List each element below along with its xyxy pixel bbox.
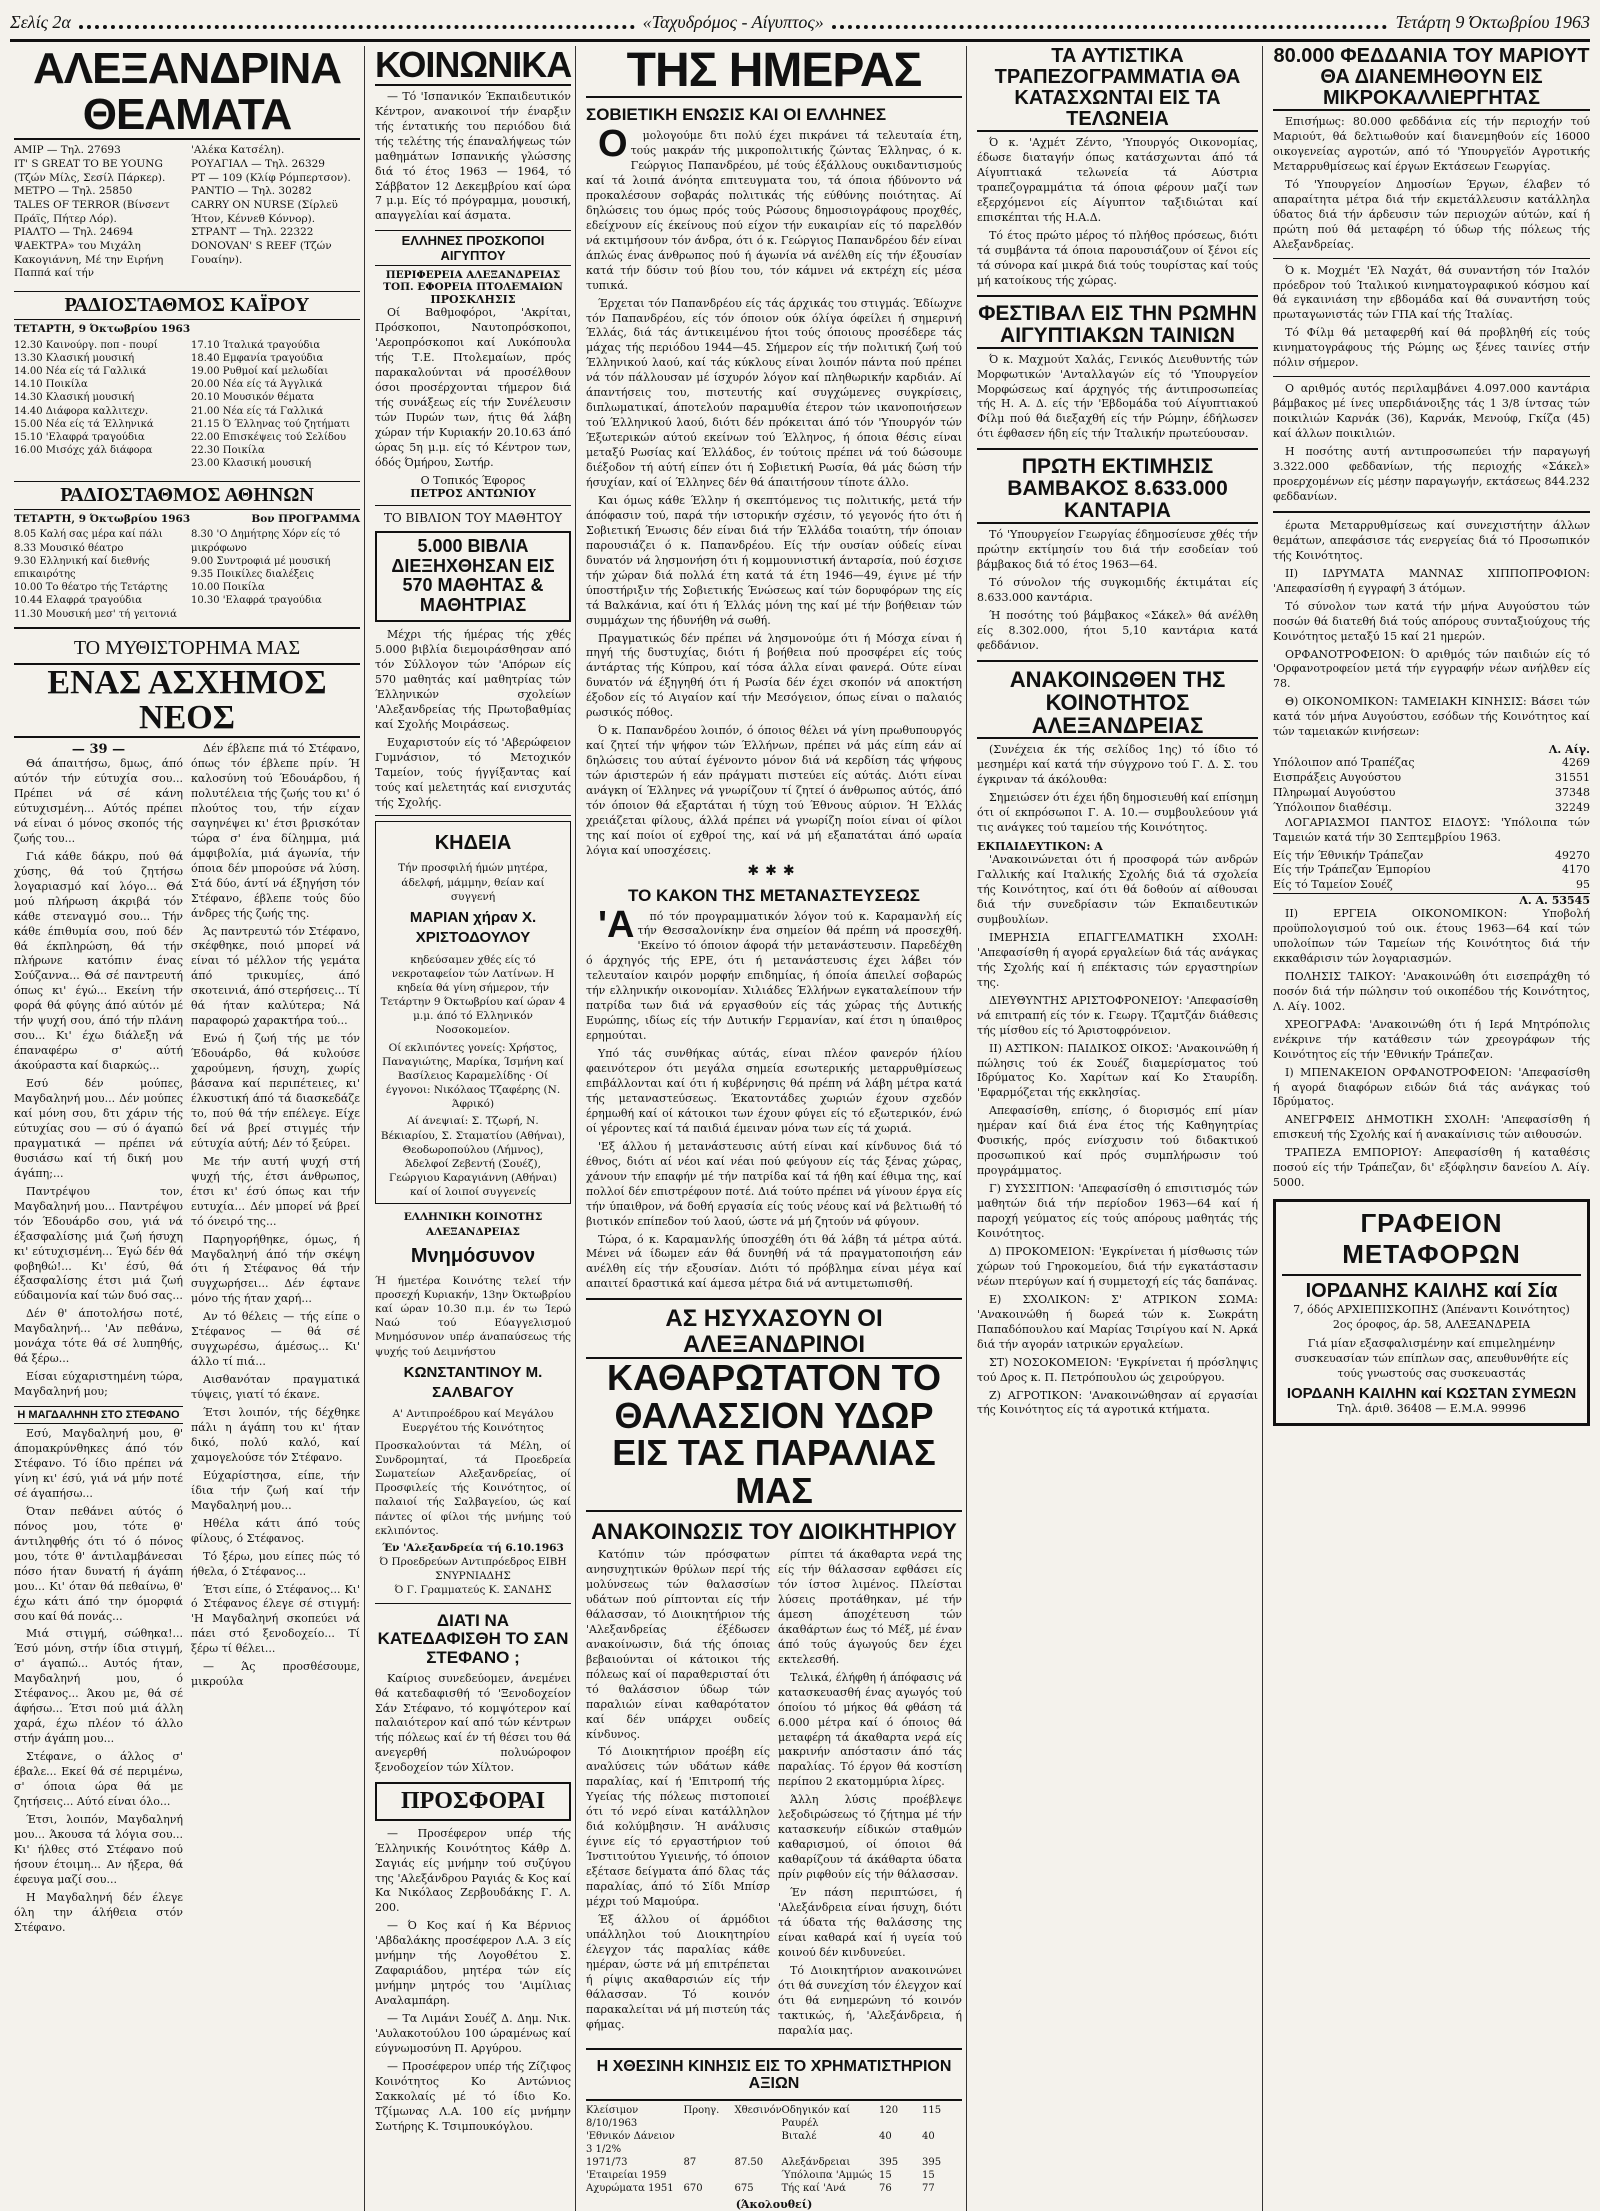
currency-label: Λ. Αίγ. [1548,743,1590,757]
program-item: 14.30 Κλασική μουσική [14,392,135,404]
program-item: 17.10 Ίταλικά τραγούδια [191,339,321,351]
article-text: — Τό 'Ισπανικόν Έκπαιδευτικόν Κέντρον, ανακοινοί τήν έναρξιν τής έντατικής του περιόδου διά τής τελέτης τής έπαναλήψεως τών μαθημάτων Ισπανικής γλώσσης διά τό έτος 1963 — 1964, τό Σάββατον 12 Δεκεμβρίου καί ώρα 7 μ.μ. Είς τό πρόγραμμα, μουσική, απαγγελίαι καί άσματα. [375,89,571,223]
notice-text: Ή ήμετέρα Κοινότης τελεί τήν προσεχή Κυριακήν, 13ην Όκτωβρίου καί ώραν 10.30 π.μ. έν τω Ίερώ Ναώ τού Εύαγγελισμού Μνημόσυνον υπέρ άναπαύσεως τής ψυχής τού Δειμνήστου [375,1274,571,1358]
separator: ✱✱✱ [747,862,801,879]
cinema-entry: ΨΑΕΚΤΡΑ» του Μιχάλη Κακογιάννη, Μέ την Ειρήνη Παππά καί τήν [14,239,164,280]
funeral-notice [375,821,571,1204]
novel-text: Θά άπαιτήσω, δμως, άπό αύτόν τήν εύτυχία σου... Πρέπει νά σέ κάνη εύτυχισμένη... Αύτός πρέπει νά είναι ό μόνος σκοπός τής ζωής του... [14,757,183,845]
column-5 [1269,46,1594,2211]
table-cell: Βιταλέ [781,2130,817,2142]
notice-text: Αί άνεψιαί: Σ. Τζωρή, Ν. Βέκιαρίου, Σ. Σταματίου (Αθήναι), Θεοδωροπούλου (Λήμνος), Άδελφοί Ζεβεντή (Σουέζ), Γεώργιου Καραγιάννη (Αθήναι) καί οί λοιποί συγγενείς [380,1115,566,1199]
article-text: Σημειώσεν ότι έχει ήδη δημοσιευθή καί επίσημη ότι οί εκπρόσωποι Γ. Α. 10.— συμβουλεύουν γιά τις ανάγκες τού ταμείου τής Κοινότητος. [977,791,1258,835]
program-item: 9.00 Συντροφιά μέ μουσική [191,555,331,567]
article-text: Τό 'Υπουργείον Δημοσίων Έργων, έλαβεν τό απαραίτητα μέτρα διά τήν εκμετάλλευσιν κατάλληλα ύδατος διά τήν άρδευσιν τών περιοχών αύτών, καί ή πρώτη πού θά μεταφέρη τό ύδωρ τής πόλεως τής Αλεξανδρείας. [1273,177,1590,251]
signature: Ο Τοπικός Έφορος [420,473,526,487]
program-list-right [191,339,360,471]
article-text: Ο αριθμός αυτός περιλαμβάνει 4.097.000 καντάρια βάμβακος μέ ίνες υπερδιάνοιξης τάς 1 3/8 ίντσας τών ποικιλιών Καρνάκ (36), Καρνάκ, Μενούφ, Γκίζα (45) καί άλλων ποικιλιών. [1273,382,1590,441]
article-text: Τό σύνολον τής συγκομιδής έκτιμάται είς 8.633.000 καντάρια. [977,576,1258,605]
money-value: 32249 [1555,800,1590,814]
notice-name: ΜΑΡΙΑΝ χήραν Χ. ΧΡΙΣΤΟΔΟΥΛΟΥ [409,909,537,947]
program-item: 15.00 Νέα είς τά Έλληνικά [14,418,154,430]
table-row [586,2156,962,2169]
novel-text: Εσύ, Μαγδαληνή μου, θ' άπομακρύνθηκες άπό τόν Στέφανο. Τό ίδιο πρέπει νά γίνη κι' έσύ, γιά νά μήν ποτέ σέ άγαπήσω... [14,1427,183,1500]
article-text: Τό έτος πρώτο μέρος τό πλήθος πρόσεως, διότι τά συμβάντα τά όποια παρουσιάζουν οί ξένοι είς τά σύνορα καί μικρά διά τούς τουρίστας καί τούς μή κατοίκους τής χώρας. [977,228,1258,287]
table-cell [684,2169,732,2182]
money-total: Λ. Α. 53545 [1273,893,1590,907]
program-item: 20.00 Νέα είς τά Άγγλικά [191,379,323,391]
article-text: Απεφασίσθη, επίσης, ό διορισμός επί μίαν ημέραν καί διά ένα έτος τής Καθηγητρίας Φυσικής, πρός ενίσχυσιν τού διδακτικού προσωπικού καί πρός συμπλήρωσιν τού προγράμματος. [977,1104,1258,1178]
novel-text: Παρηγορήθηκε, όμως, ή Μαγδαληνή άπό τήν σκέψη ότι ή Στέφανος θά τήν συγχωρήσει... Δέν έφτανε μόνο τής ήταν χαρή... [191,1232,360,1306]
article-headline: ΦΕΣΤΙΒΑΛ ΕΙΣ ΤΗΝ ΡΩΜΗΝ ΑΙΓΥΠΤΙΑΚΩΝ ΤΑΙΝΙΩΝ [977,303,1258,349]
table-cell: 15 [879,2169,892,2181]
notice-text: Α' Αντιπροέδρου καί Μεγάλου Ευεργέτου τής Κοινότητος [392,1408,554,1435]
article-text: έρωτα Μεταρρυθμίσεως καί συνεχιστήτην άλλων θεμάτων, απεφάσισε τάς ενεργείας διά τό Προσωπικόν τής Κοινότητος. [1273,518,1590,562]
program-item: 18.40 Εμφανία τραγούδια [191,352,324,364]
article-heading: ΤΟ ΒΙΒΛΙΟΝ ΤΟΥ ΜΑΘΗΤΟΥ [383,510,563,525]
program-item: 15.10 'Ελαφρά τραγούδια [14,431,145,443]
program-item: 9.35 Ποικίλες διαλέξεις [191,568,314,580]
article-text: Μέχρι τής ήμέρας τής χθές 5.000 βιβλία διεμοιράσθησαν από τόν Σύλλογον τών 'Απόρων είς 570 μαθητάς καί μαθητρίας τών Έλληνικών σχολείων 'Αλεξανδρείας τής Πρωτοβαθμίας καί Σχολής Μοιράσεως. [375,628,571,731]
article-text: Ζ) ΑΓΡΟΤΙΚΟΝ: 'Ανακοινώθησαν αί εργασίαι τής Κοινότητος είς τά αγροτικά κτήματα. [977,1388,1258,1417]
novel-text: Όταν πεθάνει αύτός ό πόνος μου, τότε θ' άντιληφθής ότι τό ό πόνος μου, τότε θ' άντιλαμβάνεσαι πόσο ήταν δυνατή ή άγάπη μου... Κι' όταν θά πεθαίνω, θ' έχω κάτι άπό την όμορφιά σου καί θά πονάς... [14,1504,183,1623]
article-text: Ευχαριστούν είς τό 'Αβερώφειον Γυμνάσιον, τό Μετοχικόν Ταμείον, τούς ήγγίξαντας καί τούς καί μελετητάς καί ενισχυτάς τής Σχολής. [375,735,571,809]
article-text: Ό κ. Μοχμέτ 'Ελ Ναχάτ, θά συναντήση τόν Ιταλόν πρόεδρον τού Ίταλικού κινηματογραφικού κόσμου καί θά εγκαινιάση την εβδομάδα καί θά συναντήση τούς πρωταγωνιστάς τών ΓΠΑ καί τής Ίταλίας. [1273,263,1590,322]
money-row [1273,756,1590,771]
radio-cairo-program [14,323,360,471]
article-text: Άλλη λύσις προέβλεψε λεξοδιρώσεως τό ζήτημα μέ τήν κατασκευήν είδικών σταθμών καθαρισμού, οί όποιοι θά καθαρίζουν τά άκάθαρτα ύδατα πρίν ριφθούν είς τήν θάλασσαν. [778,1793,962,1882]
novel-body [14,742,360,1938]
table-cell: Προηγ. [683,2104,720,2116]
novel-kicker: ΤΟ ΜΥΘΙΣΤΟΡΗΜΑ ΜΑΣ [73,636,301,659]
cinema-entry: IT' S GREAT TO BE YOUNG [14,158,163,171]
novel-text: — Άς προσθέσουμε, μικρούλα [191,1660,360,1689]
novel-text: Γιά κάθε δάκρυ, πού θά χύσης, θά τού ζητήσω λογαριασμό καί λόγο... Θά μού πλήρωση άκριβά τόν κάθε στεναγμό σου... Τήν κάθε έπιθυμία σου, πού δέν θά έκπληρώση, θά τήν πλήρωνε κατόπιν ένας Σούζαννα... Θά σέ παντρευτή όπως κι' έγώ... Εκείνη τήν φορά θά φύγης άπό αύτόν μέ τήν ψυχή σου, άπό τήν πλάνη σου... Κι' έχω διάλεξη νά έπαναφέρω σ' αύτή άκούραστα καί διαρκώς... [14,849,183,1073]
novel-text: Παντρέψου τον, Μαγδαληνή μου... Παντρέψου τόν Έδουάρδο σου, γιά νά έξασφαλίσης μιά ζωή ήσυχη κι' εύτυχισμένη... Έγώ δέν θά φοβηθώ!... Κι' έσύ, θά έξασφαλίσης έτσι μιά ζωή εύδαιμονία καί τών δυό σας... [14,1184,183,1303]
editorial-text: Ό κ. Παπανδρέου λοιπόν, ό όποιος θέλει νά γίνη πρωθυπουργός καί ζητεί τήν ψήφον τών Έλλήνων, πρέπει νά μάς είπη εάν αί δηλώσεις του αύταί έγένοντο μόνον διά νά κερδίση τάς ψήφους τών άριστερών ή εάν πράγματι πιστεύει είς αύτάς. Διότι είναι ανάγκη οί Έλληνες νά γνωρίζουν τί ζητεί ό άνθρωπος αύτός, άπό τόν όποιον θά εξαρτάται ή τύχη τού Έθνους αύριον. Ή Έλλάς χρειάζεται φίλους, άλλά πρέπει νά γνωρίζη ποίοι είναι οί φίλοι της καί ποίοι οί εχθροί της, καί νά μή εξαπατάται άπό ωραία λόγια καί υποσχέσεις. [586,724,962,857]
article-text: (Συνέχεια έκ τής σελίδος 1ης) τό ίδιο τό μεσημέρι καί κατά τήν σύγχρονο τού Γ. Δ. Σ. του έγκριναν τά άκόλουθα: [977,743,1258,787]
memorial-notice [375,1210,571,1597]
article-text: Τελικά, έλήφθη ή άπόφασις νά κατασκευασθή ένας αγωγός τού όποίου τό μήκος θά φθάση τά 6.000 μέτρα καί ό όποιος θά μεταφέρη τά άκαθαρτα νερά είς μακρινήν απόστασιν άπό τάς παραλίας. Τό έργον θά κοστίση περίπου 2 εκατομμύρια λίρες. [778,1670,962,1789]
money-row [1273,771,1590,786]
radio-cairo-title: ΡΑΔΙΟΣΤΑΘΜΟΣ ΚΑΪΡΟΥ [14,291,360,320]
transport-advertisement [1273,1199,1590,1426]
novel-text: Η Μαγδαληνή δέν έλεγε όλη την άλήθεια στόν Στέφανο. [14,1890,183,1934]
article-kicker: ΑΣ ΗΣΥΧΑΣΟΥΝ ΟΙ ΑΛΕΞΑΝΔΡΙΝΟΙ [665,1305,883,1358]
article-heading: ΕΛΛΗΝΕΣ ΠΡΟΣΚΟΠΟΙ ΑΙΓΥΠΤΟΥ [375,230,571,266]
novel-text: Δέν έβλεπε πιά τό Στέφανο, όπως τόν έβλεπε πρίν. Ή καλοσύνη τού Έδουάρδου, ή πολυτέλεια τής ζωής του κι' ό πλούτος του, τήν είχαν σαγηνέψει κι' έτσι βρισκόταν τώρα σ' ένα δίλημμα, μιά άμφιβολία, μιά άγωνία, τήν όποια δέν μπορούσε νά λύση. Στά δύο, άντί νά έξηγήση τόν Στέφανο, έβλεπε τούς δύο άνδρες τής ζωής της. [191,742,360,920]
money-value: 95 [1576,878,1590,892]
article-text: ΙΙ) ΑΣΤΙΚΟΝ: ΠΑΙΔΙΚΟΣ ΟΙΚΟΣ: 'Ανακοινώθη ή πώλησις τού έκ Σουέζ διαμερίσματος τού Ιδρύματος Κο. Χαρίτων καί Κο Σταυρίδη. 'Εφαρμόζεται τής εκκλησίας. [977,1041,1258,1100]
article-text: — Τα Λιμάνι Σουέζ Δ. Δημ. Νικ. 'Αυλακοτούλου 100 ώραμένως καί εύγνωμοσύνη Π. Αργύρου. [375,2012,571,2055]
novel-text: Ηθέλα κάτι άπό τούς φίλους, ό Στέφανος. [191,1516,360,1545]
program-item: 19.00 Ρυθμοί καί μελωδίαι [191,366,329,378]
signature: Ό Γ. Γραμματεύς Κ. ΣΑΝΔΗΣ [394,1584,552,1597]
article-text: — Ό Κος καί ή Κα Βέρνιος 'Αβδαλάκης προσέφερον Λ.Α. 3 είς μνήμην τής Λογοθέτου Σ. Ζαφαριάδου, μητέρα τών είς μνήμην μητρός του 'Αιμίλιας Αναλαμπάρη. [375,1919,571,2008]
table-cell: 395 [879,2156,899,2168]
program-item: 23.00 Κλασική μουσική [191,458,312,470]
cinema-entry: PT — 109 (Κλίφ Ρόμπερτσον). [191,171,351,184]
article-text: ΙΜΕΡΗΣΙΑ ΕΠΑΓΓΕΛΜΑΤΙΚΗ ΣΧΟΛΗ: 'Απεφασίσθη ή αγορά εργαλείων διά τάς ανάγκας τής Σχολής καί ή επέκτασις τών εργαστηρίων της. [977,930,1258,989]
cinema-entry: ΑΜΙΡ — Τηλ. 27693 [14,144,121,157]
program-item: 10.00 Ποικίλα [191,582,265,594]
column-4 [973,46,1263,2211]
program-item: 21.15 Ό Έλληνας τού ζητήματι [191,418,351,430]
editorial-body [586,903,962,1293]
program-item: 8.30 'Ο Δημήτρης Χόρν είς τό μικρόφωνο [191,529,341,554]
table-cell: 77 [922,2182,935,2194]
article-text: ΛΟΓΑΡΙΑΣΜΟΙ ΠΑΝΤΟΣ ΕΙΔΟΥΣ: 'Υπόλοιπα τών Ταμειών κατά τήν 30 Σεπτεμβρίου 1963. [1273,815,1590,844]
novel-text: Με τήν αυτή ψυχή στή ψυχή τής, έτσι άνθρωπος, έτσι κι' έσύ όπως και τήν ευτυχία... Δέν μπορεί νά βρεί τό όνειρό της... [191,1154,360,1228]
article-text: Έξ άλλου οί άρμόδιοι υπάλληλοι τού Διοικητηρίου έλεγχον τάς παραλίας κάθε ημέραν, ώστε νά μή επιτρέπεται ή ρίψις ακαθαρσιών είς τήν θάλασσαν. Τό κοινόν παρακαλείται νά μή πιστεύη τάς φήμας. [586,1912,770,2031]
page-number: Σελίς 2α [10,12,71,32]
novel-subhead: Η ΜΑΓΔΑΛΗΝΗ ΣΤΟ ΣΤΕΦΑΝΟ [14,1406,183,1424]
ad-phone: Τηλ. άριθ. 36408 — Ε.Μ.Α. 99996 [1337,1402,1526,1416]
notice-title: Μνημόσυνον [410,1244,536,1267]
editorial-text: 'Από τόν προγραμματικόν λόγον τού κ. Καραμανλή είς τήν Θεσσαλονίκην ένα σημείον θά πρέπη νά προσεχθή. 'Εκείνο τό όποιον άφορά τήν μετανάστευσιν. Παρεδέχθη ό άρχηγός τής ΕΡΕ, ότι ή μετανάστευσις έχει λάβει τόν τελευταίον καιρόν μορφήν επιδημίας, ή όποία άπειλεί σοβαρώς τήν ελληνικήν οικονομίαν. Χιλιάδες Έλλήνων εγκαταλείπουν τήν πατρίδα των διά νά εργασθούν είς τάς χώρας τής Δυτικής Ευρώπης, ιδίως είς τήν Δυτικήν Γερμανίαν, καί έτσι η ύπαιθρος ερημούται. [586,903,962,1043]
program-item: 11.30 Μουσική μεσ' τή γειτονιά [14,608,177,620]
table-cell: 87.50 [734,2156,764,2168]
cinema-entry: ΜΕΤΡΟ — Τηλ. 25850 [14,185,133,198]
program-item: 8.05 Καλή σας μέρα καί πάλι [14,529,163,541]
table-cell: Χθεσινόν [734,2104,782,2116]
continued-label: (Άκολουθεί) [735,2197,813,2211]
program-item: 8.33 Μουσικό θέατρο [14,542,124,554]
article-text: Καίριος συνεδεύομεν, άνεμένει θά κατεδαφισθή τό 'Ξενοδοχείον Σάν Στέφανο, τό κομψότερον καί παλαιότερον καί από τών κέντρων τής πόλεως καί έν τή θέσει του θά ανεγερθή πολυώροφον ξενοδοχείον τών Χίλτον. [375,1671,571,1775]
article-subheading: ΠΕΡΙΦΕΡΕΙΑ ΑΛΕΞΑΝΔΡΕΙΑΣ ΤΟΠ. ΕΦΟΡΕΙΑ ΠΤΟΛΕΜΑΙΩΝ [383,269,563,294]
novel-text: Είσαι εύχαριστημένη τώρα, Μαγδαληνή μου; [14,1370,183,1399]
cinema-entry: TALES OF TERROR (Βίνσεντ Πράϊς, Πήτερ Λόρ). [14,198,170,225]
article-text: ΔΙΕΥΘΥΝΤΗΣ ΑΡΙΣΤΟΦΡΟΝΕΙΟΥ: 'Απεφασίσθη νά επιτραπή είς τόν κ. Γεωργ. Τζαμτζάν διάθεσις τής μίσθου είς τό Άριστοφρόνειον. [977,993,1258,1037]
novel-text: Αισθανόταν πραγματικά τύψεις, γιατί τό έκανε. [191,1373,360,1402]
section-banner: ΤΗΣ ΗΜΕΡΑΣ [586,46,962,98]
novel-text: Έτσι λοιπόν, τής δέχθηκε πάλι η άγάπη του κι' ήταν δικό, πολύ καλό, καί χαμογελούσε τόν Στέφανο. [191,1406,360,1464]
article-text: ΙΙ) ΙΔΡΥΜΑΤΑ ΜΑΝΝΑΣ ΧΙΠΠΟΠΡΟΦΙΟΝ: 'Απεφασίσθη ή εγγραφή 3 άτόμων. [1273,566,1590,595]
money-row [1273,801,1590,816]
article-body [586,1548,962,2042]
table-cell: 120 [879,2104,899,2116]
editorial-text: 'Εξ άλλου ή μετανάστευσις αύτή είναι καί κίνδυνος διά τό έθνος, διότι αί νέοι καί νέαι πού φεύγουν είς τάς ξένας χώρας, χάνουν τήν επαφήν μέ τήν πατρίδα καί τά ήθη καί έθιμα της, καί πολλοί δέν επιστρέφουν ποτέ. Διά τούτο πρέπει νά γίνουν έργα είς τήν ύπαιθρον, νά δοθή εργασία είς τούς νέους καί νά βελτιωθή τό βιοτικόν επίπεδον τού λαού, ώστε νά μή ζητούν νά φύγουν. [586,1139,962,1228]
program-list-right [191,528,360,620]
table-cell: Τής καί 'Ανά [781,2182,846,2194]
article-text: Κατόπιν τών πρόσφατων ανησυχητικών θρύλων περί τής μολύνσεως τών θαλασσίων υδάτων πού ρίπτονται είς τήν θάλασσαν, τό Διοικητήριον τής 'Αλεξανδρείας έξέδωσεν ανακοίνωσιν, διά τής όποιας βεβαιούνται οί κάτοικοι τής πόλεως καί οί παραθερισταί ότι τό θαλάσσιον ύδωρ τών παραλιών είναι καθαρότατον καί δέν υπάρχει ουδείς κίνδυνος. [586,1548,770,1741]
cinema-entry: ΣΤΡΑΝΤ — Τηλ. 22322 [191,226,314,239]
editorial-text: Τώρα, ό κ. Καραμανλής ύποσχέθη ότι θά λάβη τά μέτρα αύτά. Μένει νά ίδωμεν εάν θά δυνηθή νά τά πραγματοποιήση εάν ανέλθη είς τήν εξουσίαν. Διότι τό πρόβλημα είναι μέγα καί απαιτεί δραστικά καί άμεσα μέτρα διά νά αντιμετωπισθή. [586,1232,962,1291]
radio-athens-program [14,513,360,621]
episode-number: — 39 — [71,742,126,758]
program-item: 14.10 Ποικίλα [14,379,88,391]
notice-text: Προσκαλούνται τά Μέλη, οί Συνδρομηταί, τά Προεδρεία Σωματείων Αλεξανδρείας, οί Προσφιλείς τής Κοινότητος, οί παλαιοί τής Σαλβαγείου, ώς καί πάντες οί φίλοι τής μνήμης τού εκλιπόντος. [375,1439,571,1537]
issue-date: Τετάρτη 9 Όκτωβρίου 1963 [1395,12,1591,32]
table-cell: 40 [922,2130,935,2142]
program-item: 12.30 Καινούργ. ποπ - πουρί [14,339,158,351]
article-text: Ι) ΜΠΕΝΑΚΕΙΟΝ ΟΡΦΑΝΟΤΡΟΦΕΙΟΝ: 'Απεφασίσθη ή αγορά διαφόρων ειδών διά τάς ανάγκας τού Ιδρύματος. [1273,1065,1590,1109]
money-label: Πληρωμαί Αυγούστου [1273,785,1396,799]
article-text: Η ποσότης αυτή αντιπροσωπεύει τήν παραγωγή 3.322.000 φεδδανίων, τής περιοχής «Σάκελ» προερχομένων είς μέσην παραγωγήν, εκτάσεως 844.232 φεδδανίων. [1273,445,1590,503]
table-cell [735,2130,779,2156]
article-text: ΙΙ) ΕΡΓΕΙΑ ΟΙΚΟΝΟΜΙΚΟΝ: Υποβολή προϋπολογισμού τού οικ. έτους 1963—64 καί τών υπολοίπων τών Ταμείων τής Κοινότητος διά τήν εκκαθάρισιν τών λογαριασμών. [1273,907,1590,965]
table-cell: 'Εθνικόν Δάνειον 3 1/2% [586,2130,675,2155]
article-headline: ΤΟ ΚΑΚΟΝ ΤΗΣ ΜΕΤΑΝΑΣΤΕΥΣΕΩΣ [628,885,920,905]
money-row [1273,863,1590,878]
program-item: 22.00 Επισκέψεις τού Σελίδου [191,431,347,443]
article-headline: ΑΝΑΚΟΙΝΩΘΕΝ ΤΗΣ ΚΟΙΝΟΤΗΤΟΣ ΑΛΕΞΑΝΔΡΕΙΑΣ [977,668,1258,739]
radio-athens-title: ΡΑΔΙΟΣΤΑΘΜΟΣ ΑΘΗΝΩΝ [14,481,360,510]
article-text: — Προσέφερον υπέρ τής Ζίζιφος Κοινότητος Κο Αντώνιος Σακκολαίς μέ τό ίδιο Κο. Τζίμωνας Λ.Α. 100 είς μνήμην Σωτήρης Κ. Τσιμπουκόγλου. [375,2059,571,2133]
column-3 [582,46,967,2211]
article-headline: ΔΙΑΤΙ ΝΑ ΚΑΤΕΔΑΦΙΣΘΗ ΤΟ ΣΑΝ ΣΤΕΦΑΝΟ ; [377,1610,569,1667]
article-text: ΟΡΦΑΝΟΤΡΟΦΕΙΟΝ: Ό αριθμός τών παιδιών είς τό 'Ορφανοτροφείον μετά τήν εγγραφήν νέων ανήλθεν είς 78. [1273,647,1590,691]
masthead [10,6,1590,42]
table-cell: 40 [879,2130,892,2142]
editorial-text: Ομολογούμε δτι πολύ έχει πικράνει τά τελευταία έτη, τούς μακράν τής μικροπολιτικής ζώντας Έλληνας, ό κ. Γεώργιος Παπανδρέου, μέ τούς έξάλλους ουκιδαντισμούς καί τά λοιπά άνόητα επιτευγματα του, τά όποια ήδύνοντο νά προκαλέσουν σοβαράς πολιτικάς τής εύθύνης ποιότητας. Αί δηλώσεις του όμως πρός τούς Ρώσους δημοσιογράφους προχθές, εδείχνουν είς έκείνους πού είχον τήν ευκαιρίαν είς τό παρελθόν νά εκτιμήσουν τόν άνδρα, ότι ό κ. Γεώργιος Παπανδρέου δέν είναι άπλώς ένας άνθρωπος πού ή άγωνία νά ανέλθη είς τήν έξουσίαν κατά τήν δύσιν τού βίου του, τόν κάμνει νά εκτρέχη είς μέσα τυπικά. [586,123,962,292]
article-text: 'Ανακοινώνεται ότι ή προσφορά τών ανδρών Γαλλικής καί Ιταλικής Σχολής διά τά σχολεία τής Κοινότητος, καί ότι θά δοθούν αί αίθουσαι διά τήν συνεδρίασιν τών Εκπαιδευτικών συμβουλίων. [977,853,1258,926]
cinema-entry: ΡΟΥΑΓΙΑΛ — Τηλ. 26329 [191,158,325,171]
table-cell: 675 [734,2182,754,2194]
article-headline: ΚΑΘΑΡΩΤΑΤΟΝ ΤΟ ΘΑΛΑΣΣΙΟΝ ΥΔΩΡ ΕΙΣ ΤΑΣ ΠΑΡΑΛΙΑΣ ΜΑΣ [586,1357,962,1512]
article-text: Ό κ. 'Αχμέτ Ζέντο, 'Υπουργός Οικονομίας, έδωσε διαταγήν όπως κατάσχωνται άπό τά Αίγυπτιακά τελωνεία τά Αύστρια τραπεζογραμμάτια τά όποια φέρουν μαζί των εξερχόμενοι είς Αίγυπτον ταξιδιώται καί επισκέπται τής Η.Α.Δ. [977,136,1258,224]
article-text: Ό κ. Μαχμούτ Χαλάς, Γενικός Διευθυντής τών Μορφωτικών 'Ανταλλαγών είς τό 'Υπουργείον Μορφώσεως καί άρχηγός τής άντιπροσωπείας τής Η. Α. Δ. είς τήν 'Εβδομάδα τού Αίγυπτιακού Φίλμ πού θά διεξαχθή είς τήν Ρώμην, έδήλωσεν ότι έφθασεν ήδη είς τήν Ίταλικήν πρωτεύουσαν. [977,352,1258,441]
cinema-entry: ΡΑΝΤΙΟ — Τηλ. 30282 [191,185,312,198]
notice-date: Έν 'Αλεξανδρεία τή 6.10.1963 [382,1541,564,1554]
money-label: Υπόλοιπον από Τραπέζας [1273,756,1415,770]
table-cell: Οδηγικόν καί Ραυρέλ [781,2104,851,2129]
article-text: Γ) ΣΥΣΣΙΤΙΟΝ: 'Απεφασίσθη ό επισιτισμός τών μαθητών διά τήν περίοδον 1963—64 καί ή παροχή γεύματος είς τούς απόρους μαθητάς τής Κοινότητος. [977,1182,1258,1240]
notice-text: κηδεύσαμεν χθές είς τό νεκροταφείον τών Λατίνων. Η κηδεία θά γίνη σήμερον, τήν Τετάρτην 9 Όκτωβρίου καί ώραν 4 μ.μ. άπό τό Ελληνικόν Νοσοκομείον. [380,953,566,1037]
article-text: — Προσέφερον υπέρ τής Έλληνικής Κοινότητος Κάθρ Δ. Σαγιάς είς μνήμην τού συζύγου της 'Αλεξάνδρου Ραγιάς & Κος καί Κα Νικόλαος Ζερβουδάκης Γ. Λ. 200. [375,1826,571,1915]
money-value: 4170 [1562,863,1590,877]
editorial-body [586,123,962,859]
program-item: 10.00 Το θέατρο τής Τετάρτης [14,582,168,594]
article-text: Δ) ΠΡΟΚΟΜΕΙΟΝ: 'Εγκρίνεται ή μίσθωσις τών χώρων τού Γηροκομείου, διά τήν εγκατάστασιν νέων πτερύγων καί ή συμμετοχή είς τάς δαπάνας. [977,1244,1258,1288]
program-item: 20.10 Μουσικόν θέματα [191,392,315,404]
table-cell: 1971/73 [586,2156,628,2168]
table-cell: 76 [879,2182,892,2194]
program-list-left [14,339,183,471]
money-value: 4269 [1562,756,1590,770]
column-2 [371,46,576,2211]
signature: ΠΕΤΡΟΣ ΑΝΤΩΝΙΟΥ [410,486,536,500]
columns [10,44,1590,2211]
program-date: ΤΕΤΑΡΤΗ, 9 Όκτωβρίου 1963 [14,512,191,525]
novel-right-column [191,742,360,1938]
article-text: Ή ποσότης τού βάμβακος «Σάκελ» θά ανέλθη είς 8.302.000, ήτοι 5,10 καντάρια κατά φεδδάνιον. [977,609,1258,653]
program-date: ΤΕΤΑΡΤΗ, 9 Όκτωβρίου 1963 [14,322,191,335]
table-cell: 87 [683,2156,697,2168]
novel-text: Μιά στιγμή, σώθηκα!... Έσύ μόνη, στήν ίδια στιγμή, σ' άγαπώ... Αυτός ήταν, Μαγδαληνή μου, ό Στέφανος... Άκου με, θά σέ άφήσω... Έτσι πού μιά άλλη χαρά, έχω πλέον τό άλλο στήν άγάπη μου... [14,1627,183,1746]
signature: Ό Προεδρεύων Αντιπρόεδρος ΕΙΒΗ ΣΝΥΡΝΙΑΔΗΣ [379,1556,567,1583]
article-headline: 80.000 ΦΕΔΔΑΝΙΑ ΤΟΥ ΜΑΡΙΟΥΤ ΘΑ ΔΙΑΝΕΜΗΘΟΥΝ ΕΙΣ ΜΙΚΡΟΚΑΛΛΙΕΡΓΗΤΑΣ [1273,45,1590,109]
table-cell: 395 [922,2156,942,2168]
table-cell: Κλείσιμον 8/10/1963 [586,2104,639,2129]
money-label: Είς τό Ταμείον Σουέζ [1273,878,1393,892]
table-row [586,2104,962,2130]
stock-table [586,2099,962,2195]
editorial-text: Και όμως κάθε Έλλην ή σκεπτόμενος τις πολιτικής, μετά τήν άπόφασιν τού, παρά τήν ιστορικήν σχέσιν, τό γεγονός ήτο ότι ή Σοβιετική Ένωσις δέν είναι διά τήν Έλλάδα τοιαύτη, τήν όποιαν παρουσιάζει ό κ. Παπανδρέου. Είς τήν ουσίαν ούδείς είναι δυνατόν νά λησμονήση ότι ή κομμουνιστική άνταρσία, πού έσχισε τήν χώραν διά πολλά έτη κατά τά έτη 1946—49, έγινε μέ τήν ύποστήριξιν τής Σοβιετικής Ένώσεως καί τών δορυφόρων της είς τά Βαλκάνια, καί ότι ή Έλλάς μόνη της καί μέ τήν βοήθειαν τών συμμάχων της ήδυνήθη νά σωθή. [586,493,962,627]
table-cell: 115 [922,2104,942,2116]
money-table [1273,756,1590,815]
novel-text: Έτσι, λοιπόν, Μαγδαληνή μου... Άκουσα τά λόγια σου... Κι' ήλθες στό Στέφανο πού ήσουν έτοιμη... Αν ήξερα, θά έφευγα μαζί σου... [14,1812,183,1886]
notice-title: ΚΗΔΕΙΑ [434,832,512,855]
ad-company: ΙΟΡΔΑΝΗΣ ΚΑΙΛΗΣ καί Σία [1305,1280,1558,1303]
novel-text: Εύχαρίστησα, είπε, τήν ίδια τήν ζωή καί τήν Μαγδαληνή μου... [191,1468,360,1512]
article-text: Τό 'Υπουργείον Γεωργίας έδημοσίευσε χθές τήν πρώτην εκτίμησίν του διά τήν εσοδείαν τού βάμβακος διά τό έτος 1963—64. [977,528,1258,572]
program-item: 14.40 Διάφορα καλλιτεχν. [14,405,149,417]
novel-title: ΕΝΑΣ ΑΣΧΗΜΟΣ ΝΕΟΣ [14,663,360,738]
novel-text: Δέν θ' άποτολήσω ποτέ, Μαγδαληνή... 'Αν πεθάνω, μονάχα τότε θά σέ λυπηθής, θά ξέρω... [14,1307,183,1366]
table-row [586,2182,962,2195]
article-text: ΣΤ) ΝΟΣΟΚΟΜΕΙΟΝ: 'Εγκρίνεται ή πρόσληψις τού Δρος κ. Π. Πετρόπουλου ώς χειρούργου. [977,1355,1258,1384]
novel-left-column [14,742,183,1938]
cinema-entry: (Τζών Μίλς, Σεσίλ Πάρκερ). [14,171,166,184]
column-1 [10,46,365,2211]
table-row [586,2169,962,2182]
table-cell: 670 [683,2182,703,2194]
section-banner: ΚΟΙΝΩΝΙΚΑ [375,44,572,85]
article-text: ΤΡΑΠΕΖΑ ΕΜΠΟΡΙΟΥ: Απεφασίσθη ή καταθέσις ποσού είς τήν Τράπεζαν, δι' εξόφλησιν δανείου Λ. Αίγ. 5000. [1273,1146,1590,1190]
editorial-text: Έρχεται τόν Παπανδρέου είς τάς άρχικάς του στιγμάς. Έδίωχνε τόν Παπανδρέου, είς τόν όποιον ούκ όλίγα όφείλει ή σημερινή Έλλάς, διά τάς άντικειμένου ήτοι τούς όποιους προσέδερε τάς μάχας τής περιόδου 1944—45. Σήμερον είς τήν πολιτική ζωή τού Έλληνικού λαού, καί τάς κύκλους είναι λοιπόν πάντα πού πρέπει νά τόν πάλλουσαν μέ ίσχυρόν λόγον καί πληθωρικήν καρδιάν. Αί άπαντήσεις του, πιστευτής καί συγχώμενες συγκρίσεις, διπλωματικαί, άποτελούν παραμυθία έτερον τών ικανοποιήσεων τού Έλληνικού λαού, διότι δέν πρόκειται άπό τόν 'Υπουργόν τών Έξωτερικών αύτού εκείνων τού Έλληνος, ή όποια θέσις είναι μεταξύ Ρωσίας καί Έλλάδος, έν τούτοις πρέπει νά τού δώσουμε διέξοδον τή αύτή είπεν ότι ή Σοβιετική Ρωσία, θά μάς δώση τήν ήσυχίαν, καί οί Έλληνες δέν θά άπαιτήσουν τίποτε άλλο. [586,296,962,489]
article-subheading: ΠΡΟΣΚΛΗΣΙΣ [430,293,516,307]
money-value: 37348 [1555,785,1590,799]
table-cell: Ύπόλοιπα 'Αμμώς [781,2169,873,2181]
divider [14,627,360,629]
section-banner: ΑΛΕΞΑΝΔΡΙΝΑ ΘΕΑΜΑΤΑ [14,46,360,140]
article-text: Τό Φίλμ θά μεταφερθή καί θά προβληθή είς τούς κινηματογράφους τής Ρώμης ως ξένες ταινίες στήν πόλιν σήμερον. [1273,326,1590,370]
program-item: 22.30 Ποικίλα [191,445,265,457]
cinema-listings [14,144,360,280]
article-text: Θ) ΟΙΚΟΝΟΜΙΚΟΝ: ΤΑΜΕΙΑΚΗ ΚΙΝΗΣΙΣ: Βάσει τών κατά τόν μήνα Αυγούστου, εσόδων τής Κοινότητος καί τών ταμειακών κινήσεων: [1273,695,1590,739]
program-label: Βον ΠΡΟΓΡΑΜΜΑ [251,512,360,525]
article-headline: ΤΑ ΑΥΤΙΣΤΙΚΑ ΤΡΑΠΕΖΟΓΡΑΜΜΑΤΙΑ ΘΑ ΚΑΤΑΣΧΩΝΤΑΙ ΕΙΣ ΤΑ ΤΕΛΩΝΕΙΑ [977,46,1258,132]
program-item: 10.44 Ελαφρά τραγούδια [14,595,142,607]
article-headline: 5.000 ΒΙΒΛΙΑ ΔΙΕΞΗΧΘΗΣΑΝ ΕΙΣ 570 ΜΑΘΗΤΑΣ & ΜΑΘΗΤΡΙΑΣ [375,531,571,622]
editorial-text: Πραγματικώς δέν πρέπει νά λησμονούμε ότι ή Μόσχα είναι ή πηγή τής δυστυχίας, διότι ή βοήθεια πού προσφέρει είς τούς άντάρτας τής Κύπρου, καί τόσα άλλα είναι φανερά. Ούτε είναι δυνατόν νά έξηγηθή ότι ή Ρωσία δέν έχει σκοπόν νά αποκτήση έξοδον είς τό Αιγαίον καί τήν Μεσόγειον, όπως είναι ο παλαιός ρωσικός πόθος. [586,631,962,720]
article-text: Ε) ΣΧΟΛΙΚΟΝ: Σ' ΑΤΡΙΚΟΝ ΣΩΜΑ: 'Ανακοινώθη ή δωρεά τών κ. Σωκράτη Παπαδόπουλου καί Μαρίας Τσιρίγου καί Ν. Αρκά διά τήν αγοράν ιατρικών εργαλείων. [977,1292,1258,1351]
ad-contact: ΙΟΡΔΑΝΗ ΚΑΙΛΗΝ καί ΚΩΣΤΑΝ ΣΥΜΕΩΝ [1286,1385,1577,1403]
notice-text: Τήν προσφιλή ήμών μητέρα, άδελφή, μάμμην, θείαν καί συγγενή [398,862,548,903]
table-cell: 'Εταιρείαι 1959 [586,2169,667,2181]
notice-heading: ΕΛΛΗΝΙΚΗ ΚΟΙΝΟΤΗΣ ΑΛΕΞΑΝΔΡΕΙΑΣ [403,1211,543,1238]
table-cell: Αχυρώματα 1951 [586,2182,674,2194]
ad-title: ΓΡΑΦΕΙΟΝ ΜΕΤΑΦΟΡΩΝ [1282,1208,1581,1276]
article-text: Τό σύνολον των κατά τήν μήνα Αυγούστου τών ποσών θά διατεθή διά τούς απόρους συνταξιούχους τής Κοινότητος μεταξύ 15 καί 21 ημερών. [1273,599,1590,643]
money-row [1273,786,1590,801]
cinema-entry: DONOVAN' S REEF (Τζών Γουαίην). [191,239,332,266]
novel-text: Έτσι είπε, ό Στέφανος... Κι' ό Στέφανος έλεγε σέ στιγμή: 'Η Μαγδαληνή σκοπεύει νά πάει στό ξενοδοχείο... Τί ξέρω τί θέλει... [191,1582,360,1656]
money-value: 31551 [1555,771,1590,785]
program-item: 21.00 Νέα είς τά Γαλλικά [191,405,324,417]
article-text: Τό Διοικητήριον ανακοινώνει ότι θά συνεχίση τόν έλεγχον καί ότι θά ενημερώνη τό κοινόν τακτικώς, ή, 'Αλεξάνδρεια, ή παραλία μας. [778,1963,962,2037]
program-item: 14.00 Νέα είς τά Γαλλικά [14,366,147,378]
cinema-entry: 'Αλέκα Κατσέλη). [191,144,285,157]
program-list-left [14,528,183,620]
table-row [586,2130,962,2156]
article-text: ρίπτει τά άκαθαρτα νερά της είς τήν θάλασσαν εφθάσει είς τόν ίστοσ λιμένος. Πλείσται λύσεις προτάθηκαν, μέ τήν άμεση άποχέτευση τών άκαθάρτων έως τό Μέξ, μέ έναν άπό τούς άγωγούς δεν έχει εκτελεσθή. [778,1548,962,1666]
paper-name: «Ταχυδρόμος - Αίγυπτος» [642,12,824,32]
program-item: 13.30 Κλασική μουσική [14,352,135,364]
article-text: Επισήμως: 80.000 φεδδάνια είς τήν περιοχήν τού Μαριούτ, θά δελτιωθούν καί διανεμηθούν είς 16000 οικογενείας αγροτών, από τό 'Υπουργεϊόν Αγροτικής Μεταρρυθμίσεως καί έργων Εκτάσεων Γεωργίας. [1273,115,1590,173]
novel-text: Άς παντρευτώ τόν Στέφανο, σκέφθηκε, ποιό μπορεί νά είναι τό μέλλον τής γεμάτα άπό τρικυμίες, άπό σκοτεινιά, άπό στερήσεις... Τί θά ήταν καλύτερα; Νά παραφορώ χαρακτήρα τού... [191,924,360,1028]
article-headline: ΣΟΒΙΕΤΙΚΗ ΕΝΩΣΙΣ ΚΑΙ ΟΙ ΕΛΛΗΝΕΣ [586,105,887,125]
money-label: Εισπράξεις Αυγούστου [1273,771,1402,785]
article-subheadline: ΑΝΑΚΟΙΝΩΣΙΣ ΤΟΥ ΔΙΟΙΚΗΤΗΡΙΟΥ [591,1518,957,1544]
cinema-entry: ΡΙΑΛΤΟ — Τηλ. 24694 [14,226,134,239]
cinema-entry: CARRY ON NURSE (Σίρλεϋ Ήτον, Κέννεθ Κόννορ). [191,198,338,225]
section-label: ΕΚΠΑΙΔΕΥΤΙΚΟΝ: Α [977,840,1103,854]
article-text: Τό Διοικητήριον προέβη είς αναλύσεις τών υδάτων κάθε παραλίας, καί ή 'Επιτροπή τής Υγείας τής πόλεως πιστοποιεί ότι τό νερό είναι κατάλληλον διά κολύμβησιν. Ή ανάλυσις έγινε είς τό εργαστήριον τού Ίνστιτούτου Υγιεινής, τό όποιον εξέτασε δείγματα άπό δλας τάς παραλίας, άπό τό Σίδι Μπίσρ μέχρι τού Μαμούρα. [586,1745,770,1909]
money-value: 49270 [1555,848,1590,862]
ad-address: 7, όδός ΑΡΧΙΕΠΙΣΚΟΠΗΣ (Άπέναντι Κοινότητος) 2ος όροφος, άρ. 58, ΑΛΕΞΑΝΔΡΕΙΑ [1293,1303,1570,1332]
money-table [1273,849,1590,894]
novel-text: Τό ξέρω, μου είπες πώς τό ήθελα, ό Στέφανος... [191,1549,360,1578]
article-text: ΠΟΛΗΣΙΣ ΤΑΙΚΟΥ: 'Ανακοινώθη ότι εισεπράχθη τό ποσόν διά τήν πώλησιν τού οικοπέδου τής Κοινότητος, Λ. Αίγ. 1002. [1273,969,1590,1013]
money-row [1273,849,1590,864]
article-text: ΑΝΕΓΡΦΕΙΣ ΔΗΜΟΤΙΚΗ ΣΧΟΛΗ: 'Απεφασίσθη ή επισκευή τής Σχολής καί ή ανακαίνισις τών αιθουσών. [1273,1113,1590,1142]
notice-text: Οί εκλιπόντες γονείς: Χρήστος, Παναγιώτης, Μαρίκα, Ίσμήνη καί Βασίλειος Καραμελίδης · Οί έγγονοι: Νικόλαος Τζαφέρης (Ν. Άφρικό) [382,1041,564,1111]
ad-description: Γιά μίαν εξασφαλισμένην καί επιμελημένην συσκευασίαν τών επίπλων σας, απευθυνθήτε είς τούς γνωστούς σας συσκευαστάς [1294,1336,1569,1380]
article-headline: ΠΡΩΤΗ ΕΚΤΙΜΗΣΙΣ ΒΑΜΒΑΚΟΣ 8.633.000 ΚΑΝΤΑΡΙΑ [977,456,1258,524]
table-cell [735,2169,779,2182]
table-cell [684,2130,732,2156]
masthead-rule [832,17,1388,29]
table-cell: 15 [922,2169,935,2181]
notice-name: ΚΩΝΣΤΑΝΤΙΝΟΥ Μ. ΣΑΛΒΑΓΟΥ [403,1363,543,1402]
article-headline: Η ΧΘΕΣΙΝΗ ΚΙΝΗΣΙΣ ΕΙΣ ΤΟ ΧΡΗΜΑΤΙΣΤΗΡΙΟΝ ΑΞΙΩΝ [596,2057,952,2093]
novel-text: Ενώ ή ζωή τής με τόν Έδουάρδο, θά κυλούσε χαρούμενη, ήσυχη, χωρίς βάσανα καί περιπέτειες, κι' έλκυστική άπό τά διασκεδάζε το, πού θά τήν επέλεγε. Είχε δεί νά βρεί στιγμές τήν εύτυχία αύτή; Δέν τό ξεύρει. [191,1032,360,1150]
editorial-text: Υπό τάς συνθήκας αύτάς, είναι πλέον φανερόν ήλίου φαεινότερον ότι μεγάλα σημεία εσωτερικής μεταρρυθμίσεως επιβάλλονται καί ότι ή κυβέρνησις θά πρέπη νά λάβη μέτρα κατά τής μεταναστεύσεως. Έκατοντάδες χωριών έχουν σχεδόν έρημωθή καί οί κάτοικοι των έχουν φύγει είς τό εξωτερικόν, ένώ οί γέροντες καί τά παιδιά έμειναν μόνα των είς τά χωριά. [586,1047,962,1135]
money-label: Είς τήν Έθνικήν Τράπεζαν [1273,848,1424,862]
table-cell: Αλεξάνδρειαι [781,2156,851,2168]
program-item: 10.30 'Ελαφρά τραγούδια [191,595,322,607]
article-headline: ΠΡΟΣΦΟΡΑΙ [375,1782,571,1820]
article-text: Οί Βαθμοφόροι, 'Ακρίται, Πρόσκοποι, Ναυτοπρόσκοποι, 'Αεροπρόσκοποι καί Λυκόπουλα τής Τ.Ε. Πτολεμαίων, πρός παρακαλούνται νά προσέλθουν όσοι προσέρχονται τήμερον διά τής συνάξεως είς τήν Συνέλευσιν τών Πυρών των, ήτις θά λάβη χώραν τήν Κυριακήν 20.10.63 άπό ώρας 5η μ.μ. είς τό Κέντρον των, όδός Όμήρου, Σωτήρ. [375,306,571,469]
money-label: Είς τήν Τράπεζαν Έμπορίου [1273,863,1431,877]
money-label: Ύπόλοιπον διαθέσιμ. [1273,800,1392,814]
masthead-rule [79,17,635,29]
article-text: Έν πάση περιπτώσει, ή 'Αλεξάνδρεια είναι ήσυχη, διότι τά ύδατα τής θαλάσσης της είναι καθαρά καί ή υγεία τού κοινού δέν κινδυνεύει. [778,1886,962,1959]
money-row [1273,878,1590,893]
novel-text: Αν τό θέλεις — τής είπε ο Στέφανος — θά σέ συγχωρέσω, άμέσως... Κι' άλλο τί πιά... [191,1310,360,1369]
novel-text: Στέφανε, ο άλλος σ' έβαλε... Εκεί θά σέ περιμένω, σ' όποια ώρα θά με ζητήσεις... Αύτό είναι όλο... [14,1750,183,1808]
program-item: 9.30 Ελληνική καί διεθνής επικαιρότης [14,555,150,580]
article-text: ΧΡΕΟΓΡΑΦΑ: 'Ανακοινώθη ότι ή Ιερά Μητρόπολις ενέκρινε τήν κατάθεσιν τών χρεογράφων τής Κοινότητος είς τήν 'Εθνικήν Τράπεζαν. [1273,1017,1590,1061]
novel-text: Εσύ δέν μούπες, Μαγδαληνή μου... Δέν μούπες καί μόνη σου, δτι χάριν τής εύτυχίας σου — σύ ό άγαπώ πραγματικά — πρέπει νά θυσιάσω καί τή δική μου άγάπη;... [14,1077,183,1180]
program-item: 16.00 Μισόχς χάλ διάφορα [14,445,153,457]
